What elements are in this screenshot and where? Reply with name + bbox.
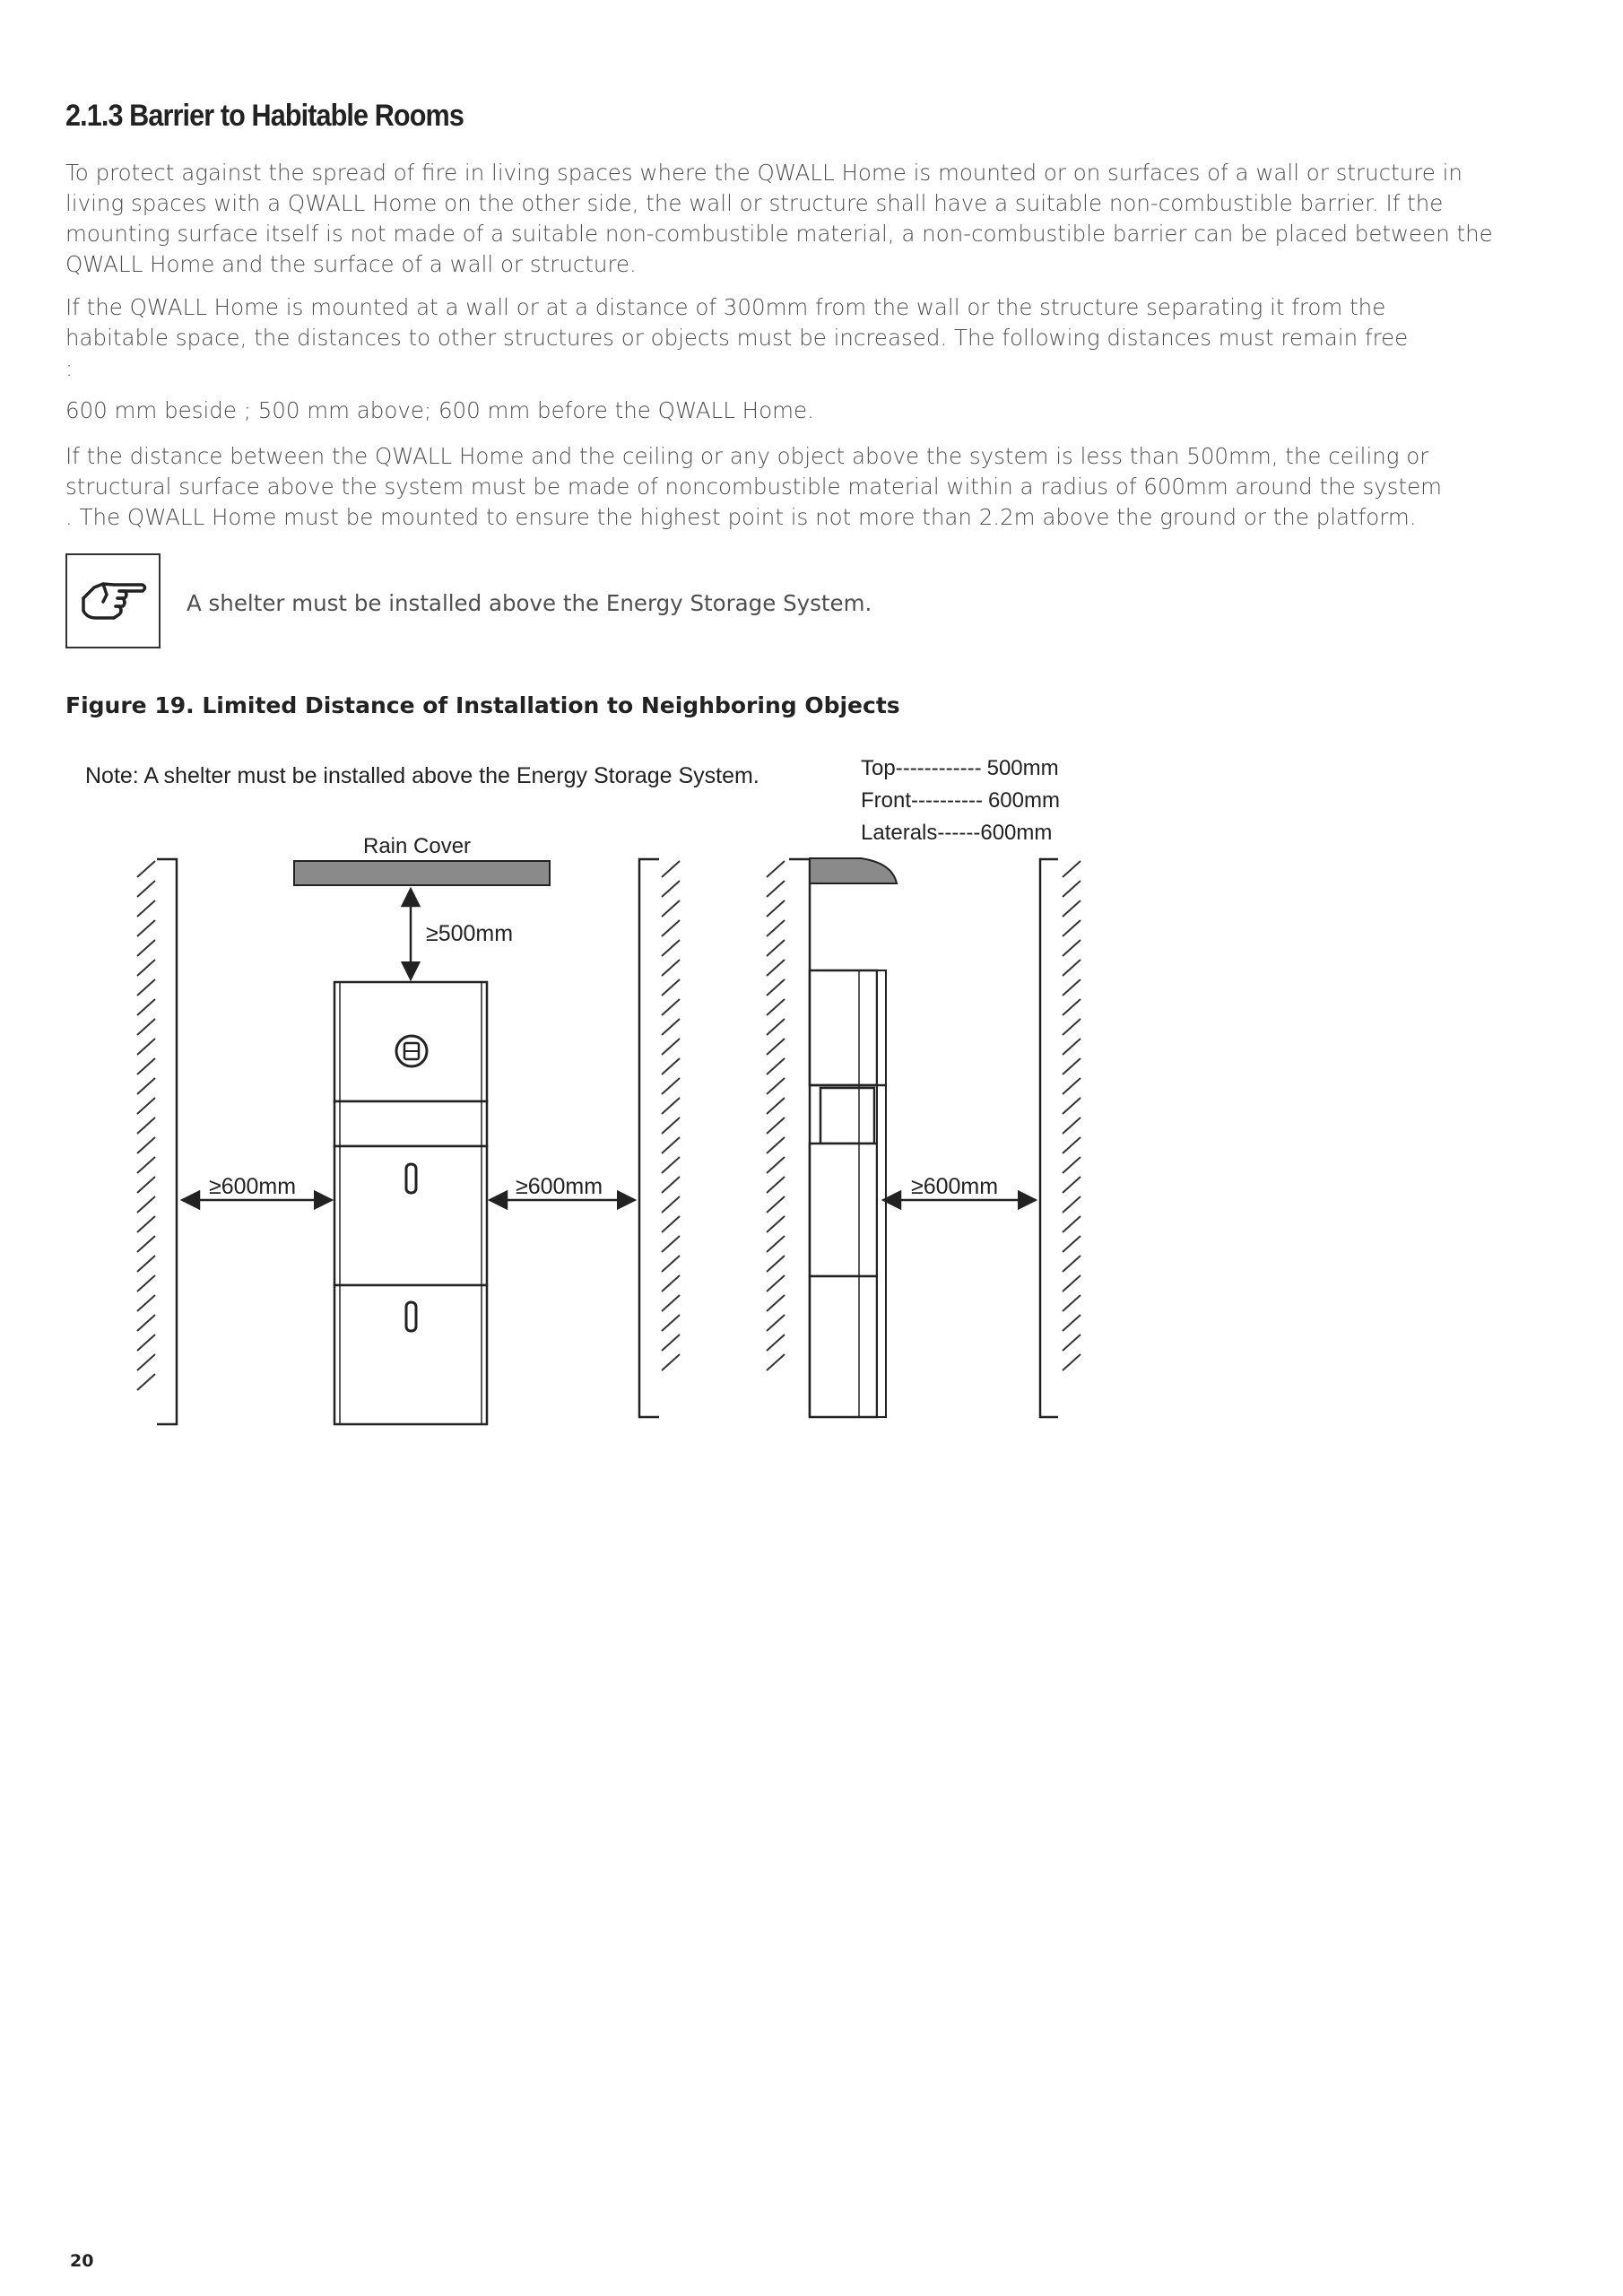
rain-cover-label: Rain Cover bbox=[363, 834, 472, 858]
inverter-module bbox=[334, 982, 487, 1101]
hatch-line bbox=[137, 1236, 155, 1252]
hatch-line bbox=[137, 861, 155, 877]
hatch-line bbox=[1063, 1098, 1081, 1114]
distance-legend bbox=[861, 756, 1060, 845]
hatch-line bbox=[662, 1236, 680, 1252]
hatch-line bbox=[662, 960, 680, 976]
hatch-line bbox=[137, 1078, 155, 1094]
hatch-line bbox=[137, 920, 155, 936]
middle-wall-hatch bbox=[662, 861, 680, 1370]
hatch-line bbox=[662, 1019, 680, 1035]
legend-front: Front---------- 600mm bbox=[861, 788, 1060, 813]
hatch-line bbox=[137, 1216, 155, 1232]
hatch-line bbox=[767, 900, 785, 917]
hatch-line bbox=[137, 1295, 155, 1311]
hatch-line bbox=[662, 900, 680, 917]
hatch-line bbox=[1063, 1295, 1081, 1311]
hatch-line bbox=[662, 1216, 680, 1232]
side-view-rear-wall-hatch bbox=[767, 861, 785, 1370]
hatch-line bbox=[137, 1354, 155, 1370]
hatch-line bbox=[767, 881, 785, 897]
hatch-line bbox=[662, 1354, 680, 1370]
paragraph-ceiling: If the distance between the QWALL Home and the ceiling or any object above the system is less than 500mm, the ceiling or structural surface above the system must be made of noncombustible material within a radius of 600mm around the system . The QWALL Home must be mounted to ensure the highest point is not more than 2.2m above the ground or the platform. bbox=[65, 443, 1443, 530]
figure-caption: Figure 19. Limited Distance of Installation to Neighboring Objects bbox=[65, 692, 900, 718]
hatch-line bbox=[1063, 920, 1081, 936]
hatch-line bbox=[1063, 1118, 1081, 1134]
hatch-line bbox=[1063, 1039, 1081, 1055]
hatch-line bbox=[137, 1019, 155, 1035]
hatch-line bbox=[137, 1196, 155, 1213]
hatch-line bbox=[137, 1335, 155, 1351]
hatch-line bbox=[662, 1058, 680, 1074]
hatch-line bbox=[1063, 999, 1081, 1015]
hatch-line bbox=[137, 1039, 155, 1055]
hatch-line bbox=[137, 1374, 155, 1390]
hatch-line bbox=[767, 1078, 785, 1094]
hatch-line bbox=[1063, 1078, 1081, 1094]
hatch-line bbox=[137, 1275, 155, 1292]
hatch-line bbox=[1063, 940, 1081, 956]
paragraph-barrier: To protect against the spread of fire in living spaces where the QWALL Home is mounted or on surfaces of a wall or structure in living spaces with a QWALL Home on the other side, the wall or structure shall have a suitable non-combustible barrier. If the mounting surface itself is not made of a suitable non-combustible material, a non-combustible barrier can be placed between the QWALL Home and the surface of a wall or structure. bbox=[65, 160, 1493, 277]
right-distance-label: ≥600mm bbox=[516, 1174, 603, 1199]
page-number: 20 bbox=[70, 2251, 94, 2271]
hatch-line bbox=[137, 1058, 155, 1074]
hatch-line bbox=[137, 1137, 155, 1153]
left-distance-label: ≥600mm bbox=[209, 1174, 297, 1199]
hatch-line bbox=[662, 1118, 680, 1134]
hatch-line bbox=[137, 1177, 155, 1193]
hatch-line bbox=[1063, 1058, 1081, 1074]
hatch-line bbox=[767, 1177, 785, 1193]
hatch-line bbox=[1063, 1157, 1081, 1173]
section-heading: 2.1.3 Barrier to Habitable Rooms bbox=[65, 99, 464, 133]
side-view-front-wall-hatch bbox=[1063, 861, 1081, 1370]
hatch-line bbox=[767, 1354, 785, 1370]
hatch-line bbox=[767, 1275, 785, 1292]
connection-module bbox=[334, 1101, 487, 1146]
hatch-line bbox=[1063, 1354, 1081, 1370]
hatch-line bbox=[1063, 1335, 1081, 1351]
hatch-line bbox=[1063, 900, 1081, 917]
hatch-line bbox=[137, 1315, 155, 1331]
energy-storage-front-view bbox=[334, 982, 487, 1424]
hatch-line bbox=[1063, 1256, 1081, 1272]
hatch-line bbox=[1063, 1315, 1081, 1331]
hatch-line bbox=[662, 1275, 680, 1292]
hatch-line bbox=[767, 979, 785, 996]
hatch-line bbox=[1063, 1216, 1081, 1232]
hatch-line bbox=[767, 1216, 785, 1232]
hatch-line bbox=[662, 1078, 680, 1094]
hatch-line bbox=[1063, 979, 1081, 996]
hatch-line bbox=[662, 861, 680, 877]
hatch-line bbox=[1063, 881, 1081, 897]
hatch-line bbox=[767, 1118, 785, 1134]
hatch-line bbox=[767, 960, 785, 976]
legend-laterals: Laterals------600mm bbox=[861, 821, 1053, 845]
hatch-line bbox=[137, 1098, 155, 1114]
hatch-line bbox=[662, 1196, 680, 1213]
battery-module-2 bbox=[334, 1285, 487, 1424]
hatch-line bbox=[662, 1295, 680, 1311]
hatch-line bbox=[767, 1098, 785, 1114]
hatch-line bbox=[767, 1157, 785, 1173]
hatch-line bbox=[767, 1256, 785, 1272]
connection-side bbox=[820, 1088, 874, 1144]
hatch-line bbox=[137, 1157, 155, 1173]
rain-cover-side-view bbox=[810, 858, 897, 883]
hatch-line bbox=[1063, 1196, 1081, 1213]
hatch-line bbox=[662, 979, 680, 996]
figure-note: Note: A shelter must be installed above the Energy Storage System. bbox=[85, 763, 759, 788]
hatch-line bbox=[767, 1196, 785, 1213]
left-wall bbox=[157, 859, 177, 1424]
hatch-line bbox=[1063, 1019, 1081, 1035]
hatch-line bbox=[137, 940, 155, 956]
side-view-rear-wall bbox=[789, 859, 810, 1417]
hatch-line bbox=[1063, 861, 1081, 877]
middle-wall bbox=[639, 859, 659, 1417]
hatch-line bbox=[662, 1098, 680, 1114]
hatch-line bbox=[1063, 1177, 1081, 1193]
side-view-front-wall bbox=[1040, 859, 1058, 1417]
hatch-line bbox=[662, 940, 680, 956]
paragraph-distances: If the QWALL Home is mounted at a wall or at a distance of 300mm from the wall or the structure separating it from the habitable space, the distances to other structures or objects must be increased. The following distances must remain free : bbox=[65, 294, 1409, 381]
energy-storage-side-view bbox=[810, 970, 886, 1417]
hatch-line bbox=[767, 940, 785, 956]
legend-top: Top------------ 500mm bbox=[861, 756, 1059, 780]
hatch-line bbox=[767, 1019, 785, 1035]
hatch-line bbox=[1063, 960, 1081, 976]
hatch-line bbox=[767, 1295, 785, 1311]
hatch-line bbox=[767, 920, 785, 936]
hatch-line bbox=[662, 1177, 680, 1193]
hatch-line bbox=[662, 1157, 680, 1173]
paragraph-clearances: 600 mm beside ; 500 mm above; 600 mm before the QWALL Home. bbox=[65, 397, 814, 423]
battery-module-1 bbox=[334, 1146, 487, 1285]
hatch-line bbox=[137, 979, 155, 996]
top-distance-label: ≥500mm bbox=[426, 921, 514, 946]
rain-cover bbox=[294, 861, 550, 885]
note-text: A shelter must be installed above the Energy Storage System. bbox=[187, 590, 872, 616]
front-distance-label: ≥600mm bbox=[911, 1174, 999, 1199]
hatch-line bbox=[767, 999, 785, 1015]
hatch-line bbox=[662, 1256, 680, 1272]
hatch-line bbox=[1063, 1275, 1081, 1292]
hatch-line bbox=[662, 1315, 680, 1331]
left-wall-hatch bbox=[137, 861, 155, 1390]
battery-side-2 bbox=[810, 1276, 877, 1417]
hatch-line bbox=[137, 1256, 155, 1272]
hatch-line bbox=[767, 1315, 785, 1331]
hatch-line bbox=[137, 999, 155, 1015]
hatch-line bbox=[767, 1039, 785, 1055]
hatch-line bbox=[767, 1335, 785, 1351]
inverter-side bbox=[810, 970, 877, 1085]
hatch-line bbox=[767, 1058, 785, 1074]
hatch-line bbox=[767, 1236, 785, 1252]
hatch-line bbox=[662, 920, 680, 936]
hatch-line bbox=[137, 960, 155, 976]
hatch-line bbox=[662, 1039, 680, 1055]
hatch-line bbox=[1063, 1137, 1081, 1153]
hatch-line bbox=[1063, 1236, 1081, 1252]
battery-side-1 bbox=[810, 1144, 877, 1276]
hatch-line bbox=[662, 881, 680, 897]
hatch-line bbox=[662, 1137, 680, 1153]
hatch-line bbox=[137, 900, 155, 917]
hatch-line bbox=[767, 1137, 785, 1153]
hatch-line bbox=[137, 881, 155, 897]
hatch-line bbox=[662, 1335, 680, 1351]
hatch-line bbox=[767, 861, 785, 877]
hatch-line bbox=[137, 1118, 155, 1134]
hatch-line bbox=[662, 999, 680, 1015]
